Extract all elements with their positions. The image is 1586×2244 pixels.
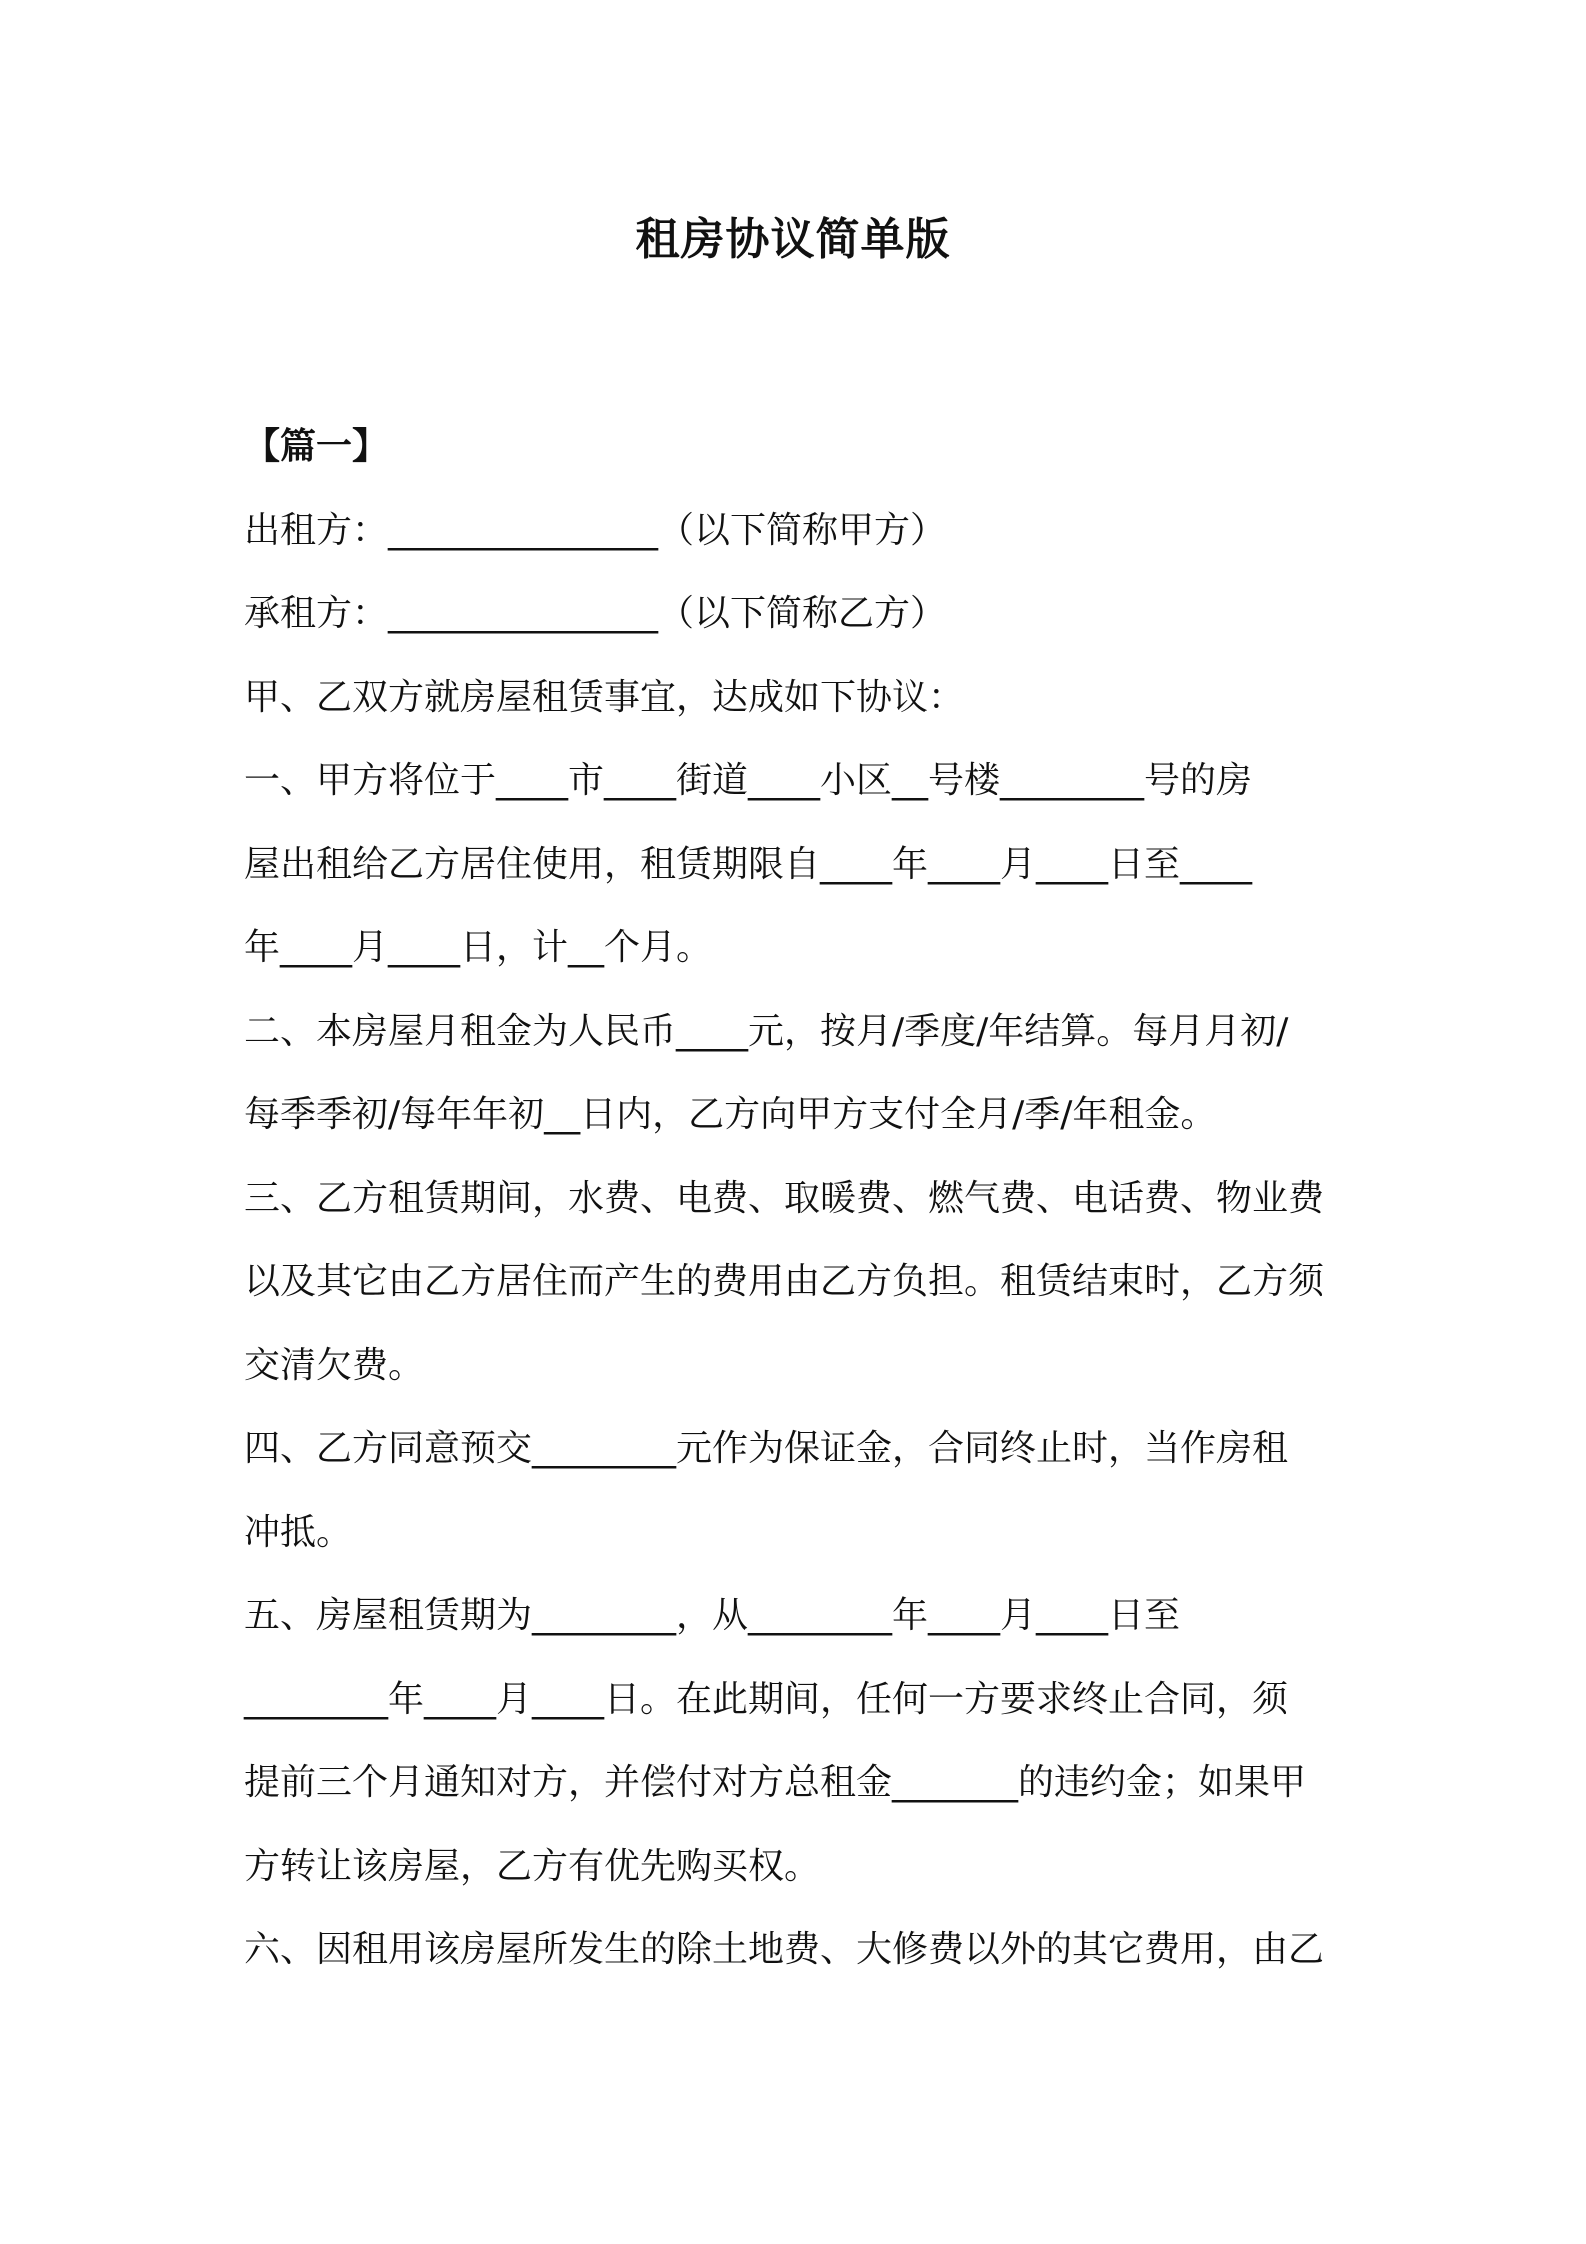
clause-4-line-2: 冲抵。 — [244, 1511, 353, 1553]
clause-5-line-1: 五、房屋租赁期为________，从________年____月____日至 — [244, 1595, 1181, 1636]
clause-4-line-1: 四、乙方同意预交________元作为保证金，合同终止时，当作房租 — [244, 1428, 1289, 1469]
section-heading: 【篇一】 — [244, 426, 389, 467]
agreement-intro: 甲、乙双方就房屋租赁事宜，达成如下协议： — [244, 676, 965, 718]
clause-6-line-1: 六、因租用该房屋所发生的除土地费、大修费以外的其它费用，由乙 — [244, 1929, 1325, 1970]
clause-1-line-1: 一、甲方将位于____市____街道____小区__号楼________号的房 — [244, 760, 1253, 801]
clause-2-line-2: 每季季初/每年年初__日内，乙方向甲方支付全月/季/年租金。 — [244, 1094, 1217, 1135]
clause-1-line-3: 年____月____日，计__个月。 — [244, 927, 713, 968]
lessor-line: 出租方：_______________（以下简称甲方） — [244, 509, 947, 551]
clause-3-line-2: 以及其它由乙方居住而产生的费用由乙方负担。租赁结束时，乙方须 — [244, 1261, 1325, 1302]
clause-2-line-1: 二、本房屋月租金为人民币____元，按月/季度/年结算。每月月初/ — [244, 1010, 1289, 1052]
document-title: 租房协议简单版 — [635, 214, 951, 265]
lessee-line: 承租方：_______________（以下简称乙方） — [244, 593, 947, 634]
clause-1-line-2: 屋出租给乙方居住使用，租赁期限自____年____月____日至____ — [244, 843, 1253, 885]
clause-5-line-4: 方转让该房屋，乙方有优先购买权。 — [244, 1845, 821, 1887]
clause-3-line-3: 交清欠费。 — [244, 1344, 425, 1386]
document-body — [244, 405, 1364, 1992]
clause-5-line-2: ________年____月____日。在此期间，任何一方要求终止合同，须 — [244, 1678, 1289, 1720]
clause-5-line-3: 提前三个月通知对方，并偿付对方总租金_______的违约金；如果甲 — [244, 1762, 1307, 1803]
clause-3-line-1: 三、乙方租赁期间，水费、电费、取暖费、燃气费、电话费、物业费 — [244, 1177, 1325, 1219]
